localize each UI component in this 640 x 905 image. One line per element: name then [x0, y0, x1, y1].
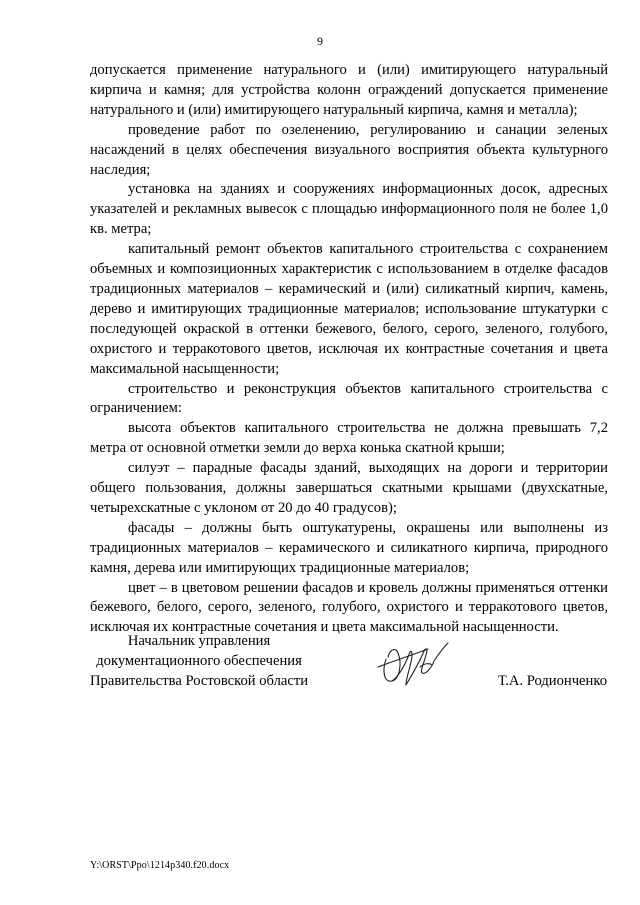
signatory-title-line: документационного обеспечения	[96, 652, 302, 669]
paragraph: установка на зданиях и сооружениях информационных досок, адресных указателей и рекламных вывесок с площадью информационного поля не более 1,0 кв. метра;	[90, 181, 608, 238]
body-text	[90, 61, 608, 638]
paragraph: фасады – должны быть оштукатурены, окрашены или выполнены из традиционных материалов – керамического и силикатного кирпича, природного камня, дерева или имитирующих традиционные материалов;	[90, 519, 608, 576]
paragraph: строительство и реконструкция объектов капитального строительства с ограничением:	[90, 380, 608, 417]
paragraph: силуэт – парадные фасады зданий, выходящих на дороги и территории общего пользования, должны завершаться скатными крышами (двухскатные, четырехскатные с уклоном от 20 до 40 градусов);	[90, 460, 608, 516]
paragraph: капитальный ремонт объектов капитального строительства с сохранением объемных и композиционных характеристик с использованием в отделке фасадов традиционных материалов – керамический и (или) силикатный кирпич, камень, дерево и имитирующих традиционные материалов; использование штукатурки с последующей окраской в оттенки бежевого, белого, серого, зеленого, голубого, охристого и терракотового цветов, исключая их контрастные сочетания и цвета максимальной насыщенности;	[90, 241, 608, 377]
signatory-title-line: Правительства Ростовской области	[90, 672, 309, 689]
paragraph: допускается применение натурального и (или) имитирующего натуральный кирпича и камня; для устройства колонн ограждений допускается применение натурального и (или) имитирующего натуральный кирпича, камня и металла);	[90, 62, 608, 118]
paragraph: цвет – в цветовом решении фасадов и кровель должны применяться оттенки бежевого, белого, серого, зеленого, голубого, охристого и терракотового цветов, исключая их контрастные сочетания и цвета максимальной насыщенности.	[90, 579, 608, 636]
paragraph: высота объектов капитального строительства не должна превышать 7,2 метра от основной отметки земли до верха конька скатной крыши;	[90, 420, 608, 457]
file-path: Y:\ORST\Ppo\1214p340.f20.docx	[90, 860, 230, 871]
paragraph: проведение работ по озеленению, регулированию и санации зеленых насаждений в целях обеспечения визуального восприятия объекта культурного наследия;	[90, 121, 608, 178]
handwritten-signature	[372, 637, 458, 693]
signatory-title-line: Начальник управления	[127, 633, 271, 649]
signer-name: Т.А. Родионченко	[497, 673, 607, 689]
signatory-title	[90, 632, 308, 692]
page-number: 9	[317, 34, 323, 48]
